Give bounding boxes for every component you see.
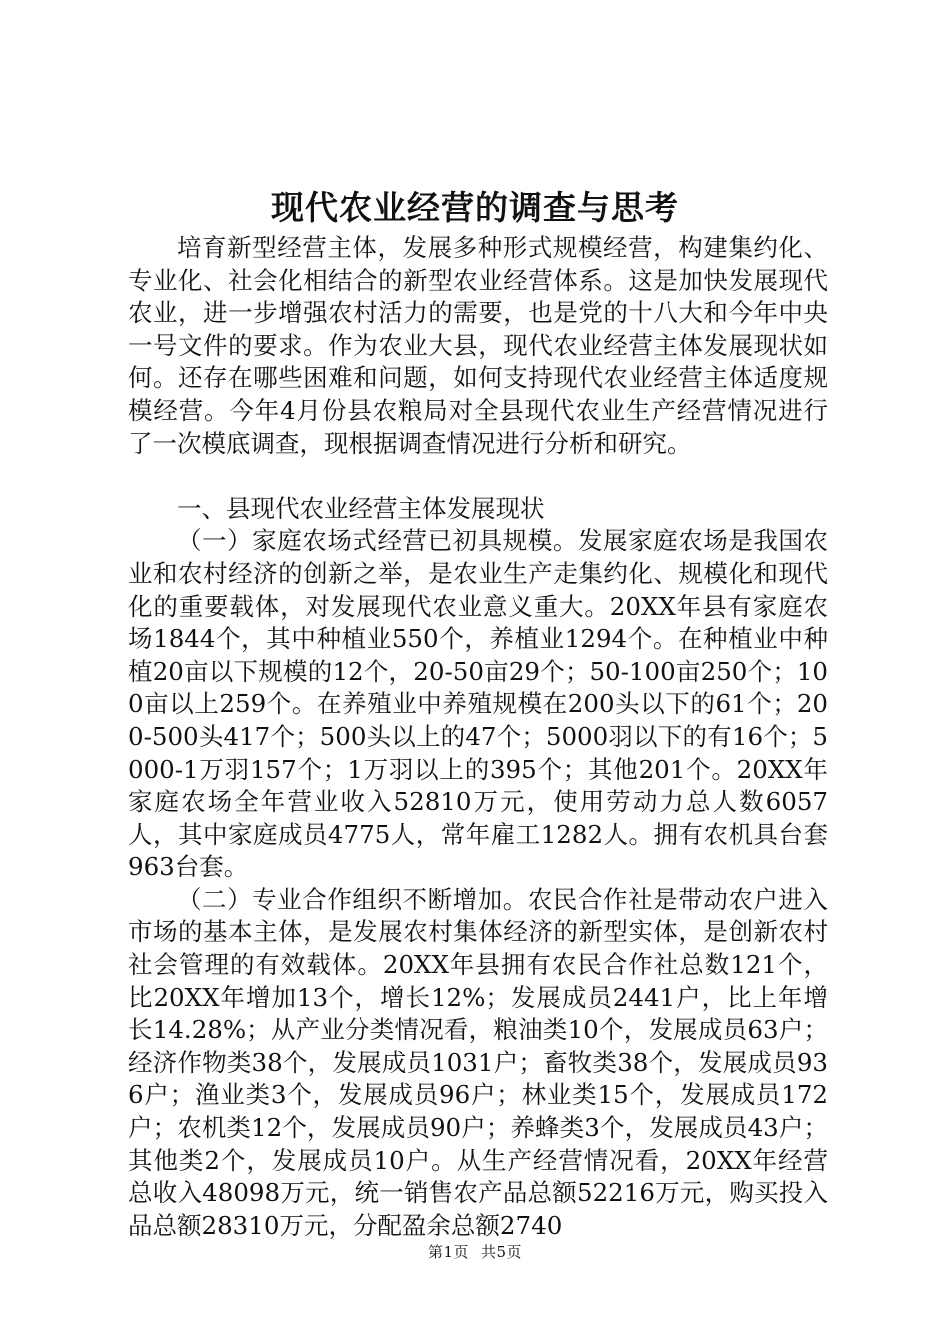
- intro-paragraph: 培育新型经营主体，发展多种形式规模经营，构建集约化、专业化、社会化相结合的新型农业经营体系。这是加快发展现代农业，进一步增强农村活力的需要，也是党的十八大和今年中央一号文件的要求。作为农业大县，现代农业经营主体发展现状如何。还存在哪些困难和问题，如何支持现代农业经营主体适度规模经营。今年4月份县农粮局对全县现代农业生产经营情况进行了一次模底调查，现根据调查情况进行分析和研究。: [128, 233, 828, 458]
- page-footer: [0, 1241, 950, 1262]
- document-title: 现代农业经营的调查与思考: [271, 188, 679, 227]
- paragraph-family-farms: （一）家庭农场式经营已初具规模。发展家庭农场是我国农业和农村经济的创新之举，是农业生产走集约化、规模化和现代化的重要载体，对发展现代农业意义重大。20XX年县有家庭农场1844个，其中种植业550个，养植业1294个。在种植业中种植20亩以下规模的12个，20-50亩29个；50-100亩250个；100亩以上259个。在养殖业中养殖规模在200头以下的61个；200-500头417个；500头以上的47个；5000羽以下的有16个；5000-1万羽157个；1万羽以上的395个；其他201个。20XX年家庭农场全年营业收入52810万元，使用劳动力总人数6057人，其中家庭成员4775人，常年雇工1282人。拥有农机具台套963台套。: [128, 526, 828, 882]
- page-total: 共5页: [481, 1243, 523, 1261]
- section-heading: 一、县现代农业经营主体发展现状: [177, 493, 545, 523]
- page-number: 第1页: [427, 1243, 469, 1261]
- paragraph-cooperatives: （二）专业合作组织不断增加。农民合作社是带动农户进入市场的基本主体，是发展农村集体经济的新型实体，是创新农村社会管理的有效载体。20XX年县拥有农民合作社总数121个，比20XX年增加13个，增长12%；发展成员2441户，比上年增长14.28%；从产业分类情况看，粮油类10个，发展成员63户；经济作物类38个，发展成员1031户；畜牧类38个，发展成员936户；渔业类3个，发展成员96户；林业类15个，发展成员172户；农机类12个，发展成员90户；养蜂类3个，发展成员43户；其他类2个，发展成员10户。从生产经营情况看，20XX年经营总收入48098万元，统一销售农产品总额52216万元，购买投入品总额28310万元，分配盈余总额2740: [128, 884, 828, 1240]
- document-body: [128, 232, 828, 1242]
